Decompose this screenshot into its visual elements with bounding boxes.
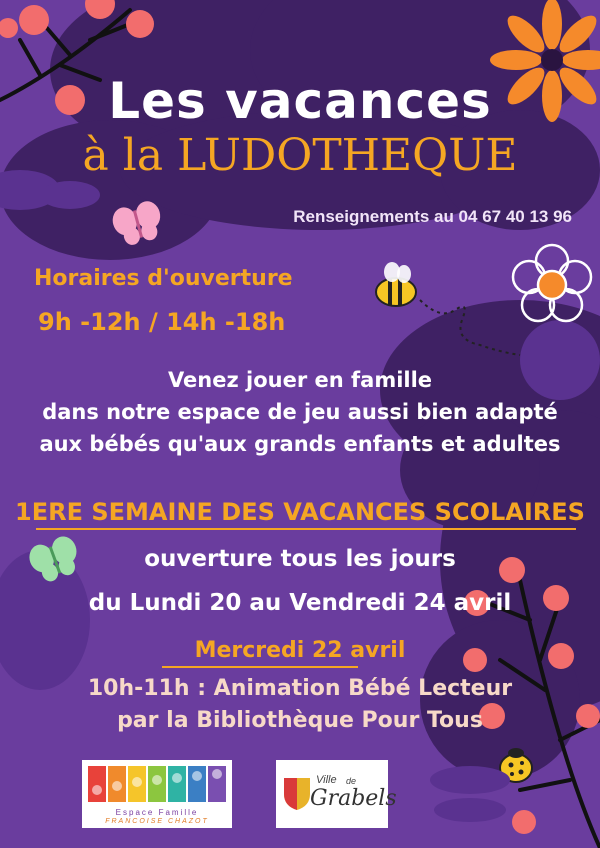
bee-icon: [376, 262, 416, 306]
grabels-shield-icon: [282, 776, 312, 812]
ville-text: Ville: [316, 774, 337, 786]
leaves-bottom: [430, 766, 510, 822]
espace-famille-logo: [82, 760, 232, 828]
grabels-text: Grabels: [310, 786, 397, 811]
intro-line: aux bébés qu'aux grands enfants et adultes: [39, 432, 561, 456]
espace-famille-text: Espace Famille: [115, 808, 199, 817]
contact-phone: Renseignements au 04 67 40 13 96: [293, 207, 572, 226]
intro-line: Venez jouer en famille: [167, 368, 433, 392]
week-title: 1ERE SEMAINE DES VACANCES SCOLAIRES: [15, 498, 585, 526]
de-text: de: [346, 776, 357, 786]
title-line-2: [0, 130, 600, 181]
event-date: Mercredi 22 avril: [194, 638, 406, 663]
event-date-underline: [162, 666, 358, 668]
espace-famille-name: FRANCOISE CHAZOT: [105, 818, 209, 825]
event-line-2: par la Bibliothèque Pour Tous: [117, 708, 483, 733]
week-title-underline: [36, 528, 576, 530]
ville-grabels-logo: [276, 760, 397, 828]
hours-title: Horaires d'ouverture: [34, 266, 293, 291]
week-line-1: ouverture tous les jours: [144, 546, 456, 572]
week-line-2: du Lundi 20 au Vendredi 24 avril: [88, 590, 512, 616]
title-ludotheque: LUDOTHEQUE: [177, 130, 518, 181]
event-line-1: 10h-11h : Animation Bébé Lecteur: [87, 676, 513, 701]
title-prefix: à la: [82, 130, 164, 181]
intro-line: dans notre espace de jeu aussi bien adapté: [42, 400, 558, 424]
family-silhouettes-icon: [82, 760, 232, 808]
title-line-1: Les vacances: [108, 72, 492, 130]
hours-value: 9h -12h / 14h -18h: [38, 308, 286, 336]
